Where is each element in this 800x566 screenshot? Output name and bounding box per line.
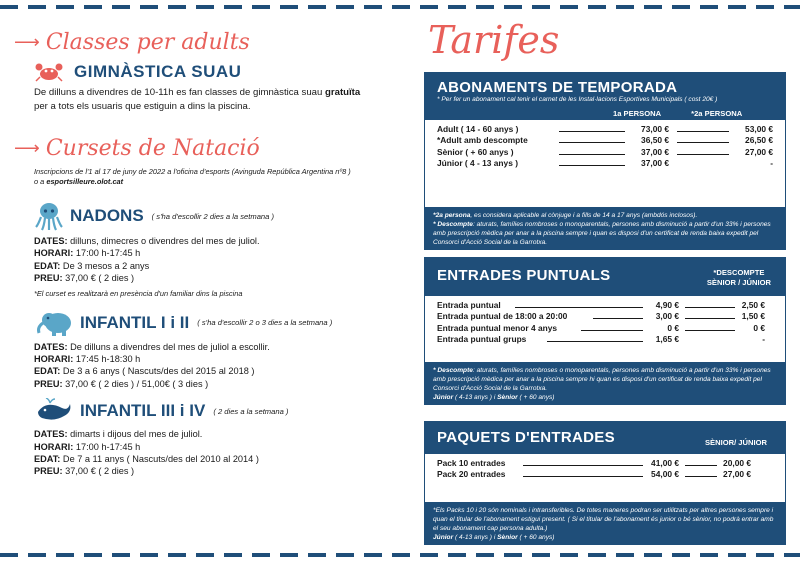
abonaments-col-headers: 1a PERSONA *2a PERSONA <box>613 109 743 118</box>
octopus-icon <box>34 201 64 231</box>
table-row: Adult ( 14 - 60 anys ) 73,00 € 53,00 € <box>437 124 773 134</box>
infantil34-header: INFANTIL III i IV ( 2 dies a la setmana ) <box>34 398 404 424</box>
infantil34-info: DATES: dimarts i dijous del mes de juliol. HORARI: 17:00 h-17:45 h EDAT: De 7 a 11 anys ( Nascuts/des del 2010 al 2014 ) PREU: 37,00 € ( 2 dies ) <box>34 429 259 477</box>
entrades-table <box>425 296 785 352</box>
table-row: Pack 10 entrades 41,00 € 20,00 € <box>437 458 751 468</box>
nadons-header: NADONS ( s'ha d'escollir 2 dies a la setmana ) <box>34 201 404 231</box>
left-column <box>14 30 404 478</box>
whale-icon <box>34 398 74 424</box>
abonaments-header: ABONAMENTS DE TEMPORADA * Per fer un abonament cal tenir el carnet de les Instal·lacions Esportives Municipals ( cost 20€ ) 1a PERSONA *2a PERSONA <box>425 73 785 120</box>
abonaments-notes: *2a persona, es considera aplicable al cònjuge i a fills de 14 a 17 anys (ambdós inclosos). * Descompte: aturats, famílies nombroses o monoparentals, persones amb disminució a partir d'un 33% i persones amb prescripció mèdica per anar a la piscina sempre i quan es disposi d'un certificat de renda baixa expedit pel Consorci d'Acció Social de la Garrotxa. <box>425 207 785 249</box>
adults-heading: ⟶ Classes per adults <box>14 30 250 55</box>
table-row: Júnior ( 4 - 13 anys ) 37,00 € - <box>437 158 773 169</box>
inscriptions-text: Inscripcions de l'1 al 17 de juny de 2022 a l'oficina d'esports (Avinguda República Argentina nº8 ) o a esportsilleure.olot.cat <box>34 167 351 186</box>
table-row: Sènior ( + 60 anys ) 37,00 € 27,00 € <box>437 146 773 157</box>
top-dashed-border <box>0 5 800 9</box>
table-row: *Adult amb descompte 36,50 € 26,50 € <box>437 135 773 146</box>
abonaments-table <box>425 120 785 176</box>
infantil12-header: INFANTIL I i II ( s'ha d'escollir 2 o 3 dies a la setmana ) <box>34 309 404 337</box>
paquets-notes: *Els Packs 10 i 20 són nominals i intransferibles. De totes maneres podran ser utilitzats per altres persones sempre i quan el titular de l'abonament estigui present. ( Si el titular de l'abonament és junior o bé sènior, no podrà entrar amb el seu abonament cap persona adulta.) Júnior ( 4-13 anys ) i Sènior ( + 60 anys) <box>425 502 785 544</box>
gym-title-row <box>34 61 404 83</box>
arrow-icon: ⟶ <box>14 32 40 52</box>
elephant-icon <box>34 309 74 337</box>
paquets-table <box>425 454 785 487</box>
entrades-header: ENTRADES PUNTUALS *DESCOMPTE SÈNIOR / JÚNIOR <box>425 258 785 296</box>
table-row: Entrada puntual grups 1,65 € - <box>437 334 765 345</box>
swim-heading: ⟶ Cursets de Natació <box>14 136 260 161</box>
paquets-header: PAQUETS D'ENTRADES SÈNIOR/ JÚNIOR <box>425 422 785 454</box>
entrades-discount-head: *DESCOMPTE SÈNIOR / JÚNIOR <box>706 268 771 287</box>
nadons-footnote: *El curset es realitzarà en presència d'un familiar dins la piscina <box>34 288 243 298</box>
tarifes-heading: Tarifes <box>428 18 560 62</box>
arrow-icon: ⟶ <box>14 138 40 158</box>
gym-description: De dilluns a divendres de 10-11h es fan classes de gimnàstica suau gratuïta per a tots els usuaris que estiguin a dins la piscina. <box>34 87 361 112</box>
gym-title: GIMNÀSTICA SUAU <box>74 62 242 81</box>
abonaments-box <box>424 72 786 250</box>
nadons-info: DATES: dilluns, dimecres o divendres del mes de juliol. HORARI: 17:00 h-17:45 h EDAT: De 3 mesos a 2 anys PREU: 37,00 € ( 2 dies ) *El curset es realitzarà en presència d'un familiar dins la piscina <box>34 235 404 299</box>
paquets-col-head: SÈNIOR/ JÚNIOR <box>704 438 767 447</box>
paquets-box <box>424 421 786 545</box>
entrades-box <box>424 257 786 405</box>
table-row: Entrada puntual 4,90 € 2,50 € <box>437 300 765 310</box>
table-row: Entrada puntual menor 4 anys 0 € 0 € <box>437 322 765 333</box>
infantil12-info: DATES: De dilluns a divendres del mes de juliol a escollir. HORARI: 17:45 h-18:30 h EDAT: De 3 a 6 anys ( Nascuts/des del 2015 al 2018 ) PREU: 37,00 € ( 2 dies ) / 51,00€ ( 3 dies ) <box>34 341 270 389</box>
bottom-dashed-border <box>0 553 800 557</box>
table-row: Pack 20 entrades 54,00 € 27,00 € <box>437 469 751 480</box>
table-row: Entrada puntual de 18:00 a 20:00 3,00 € 1,50 € <box>437 311 765 322</box>
entrades-notes: * Descompte: aturats, famílies nombroses o monoparentals, persones amb disminució a partir d'un 33% i persones amb prescripció mèdica per anar a la piscina sempre hi quan es disposi d'un certificat de renda baixa expedit pel Consorci d'Acció Social de la Garrotxa. Júnior ( 4-13 anys ) i Sènior ( + 60 anys) <box>425 362 785 404</box>
crab-icon <box>34 61 64 83</box>
inscriptions-link[interactable]: esportsilleure.olot.cat <box>46 177 124 186</box>
